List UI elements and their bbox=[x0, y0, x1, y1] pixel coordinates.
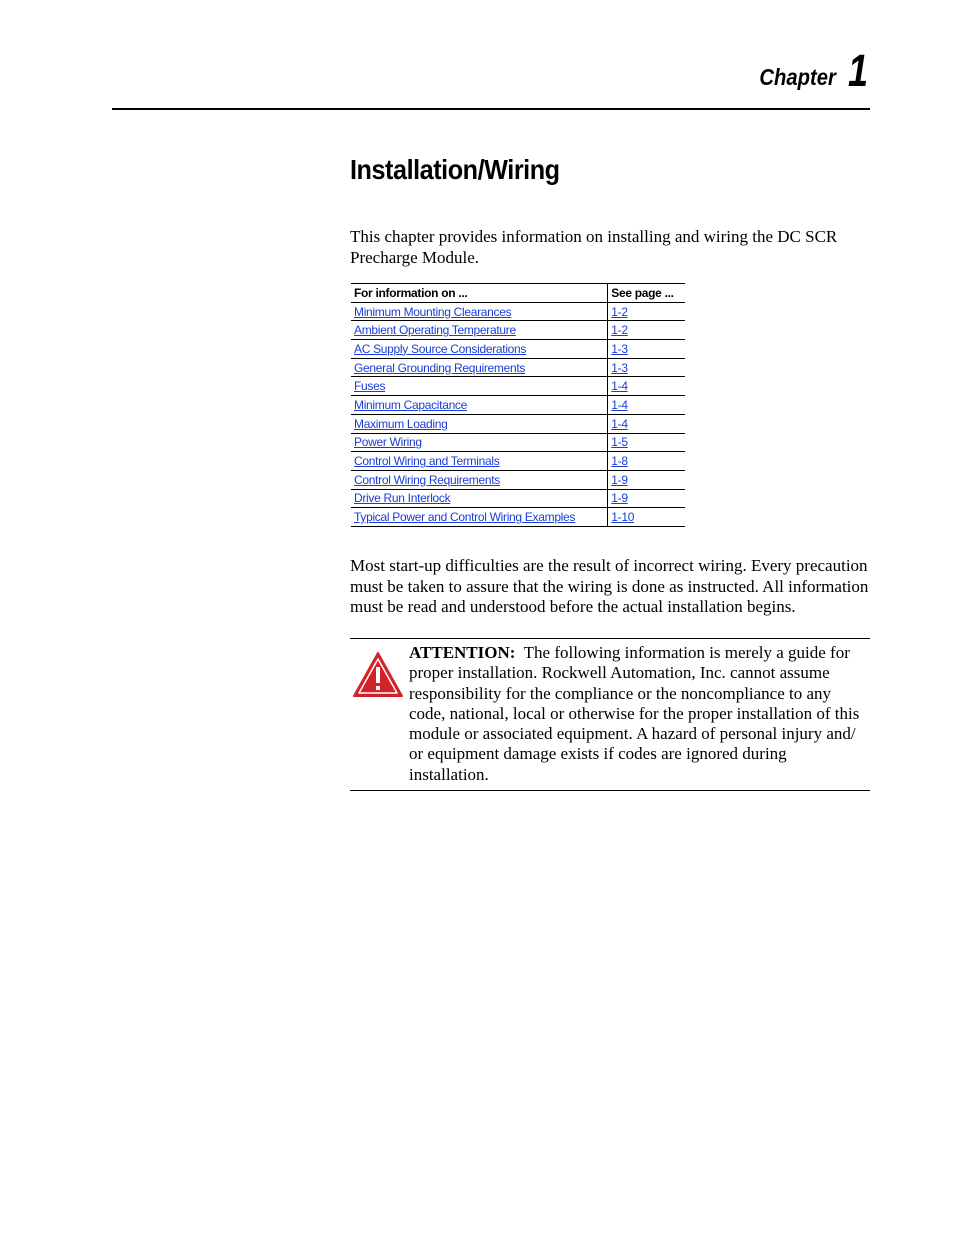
toc-topic-link[interactable]: Typical Power and Control Wiring Examples bbox=[354, 510, 576, 525]
toc-page-link[interactable]: 1-3 bbox=[611, 341, 628, 356]
toc-topic-cell bbox=[351, 433, 608, 452]
toc-page-cell bbox=[608, 470, 685, 489]
toc-page-link[interactable]: 1-2 bbox=[611, 304, 628, 319]
toc-page-link[interactable]: 1-10 bbox=[611, 510, 635, 525]
toc-topic-link[interactable]: Fuses bbox=[354, 379, 386, 394]
toc-row bbox=[351, 452, 685, 471]
toc-page-link[interactable]: 1-3 bbox=[611, 360, 628, 375]
toc-header-topic: For information on ... bbox=[351, 284, 608, 303]
toc-topic-cell bbox=[351, 340, 608, 359]
toc-topic-cell bbox=[351, 396, 608, 415]
toc-page-link[interactable]: 1-8 bbox=[611, 454, 628, 469]
toc-page-link[interactable]: 1-4 bbox=[611, 379, 628, 394]
toc-topic-link[interactable]: Power Wiring bbox=[354, 435, 422, 450]
chapter-header bbox=[112, 45, 870, 110]
wiring-warning-paragraph: Most start-up difficulties are the result of incorrect wiring. Every precaution must be taken to assure that the wiring is done as instructed. All information must be read and understood before the actual installation begins. bbox=[350, 556, 869, 616]
toc-topic-link[interactable]: General Grounding Requirements bbox=[354, 360, 526, 375]
toc-header-page: See page ... bbox=[608, 284, 685, 303]
attention-body: The following information is merely a guide for proper installation. Rockwell Automation, Inc. cannot assume responsibility for the compliance or the noncompliance to any code, national, local or otherwise for the proper installation of this module or associated equipment. A hazard of personal injury and/ or equipment damage exists if codes are ignored during installation. bbox=[409, 643, 860, 784]
toc-header-row bbox=[351, 284, 685, 303]
toc-topic-cell bbox=[351, 414, 608, 433]
toc-page-cell bbox=[608, 452, 685, 471]
toc-page-link[interactable]: 1-2 bbox=[611, 323, 628, 338]
attention-label: ATTENTION: bbox=[409, 643, 516, 662]
toc-row bbox=[351, 358, 685, 377]
toc-topic-cell bbox=[351, 377, 608, 396]
toc-row bbox=[351, 340, 685, 359]
attention-text bbox=[409, 643, 869, 785]
toc-topic-cell bbox=[351, 470, 608, 489]
toc-row bbox=[351, 508, 685, 527]
chapter-label: Chapter bbox=[759, 64, 836, 90]
toc-topic-link[interactable]: Control Wiring and Terminals bbox=[354, 454, 500, 469]
toc-row bbox=[351, 396, 685, 415]
toc-page-cell bbox=[608, 340, 685, 359]
page-title: Installation/Wiring bbox=[350, 154, 560, 185]
toc-page-cell bbox=[608, 433, 685, 452]
toc-page-cell bbox=[608, 489, 685, 508]
toc-page-link[interactable]: 1-9 bbox=[611, 472, 628, 487]
toc-page-link[interactable]: 1-5 bbox=[611, 435, 628, 450]
toc-topic-link[interactable]: Minimum Capacitance bbox=[354, 397, 468, 412]
toc-row bbox=[351, 433, 685, 452]
toc-topic-link[interactable]: Ambient Operating Temperature bbox=[354, 323, 516, 338]
toc-topic-link[interactable]: Drive Run Interlock bbox=[354, 491, 451, 506]
attention-box bbox=[350, 638, 870, 791]
chapter-number: 1 bbox=[847, 45, 868, 96]
toc-topic-link[interactable]: Maximum Loading bbox=[354, 416, 448, 431]
toc-topic-link[interactable]: Control Wiring Requirements bbox=[354, 472, 500, 487]
toc-page-link[interactable]: 1-4 bbox=[611, 416, 628, 431]
toc-row bbox=[351, 377, 685, 396]
toc-topic-cell bbox=[351, 302, 608, 321]
toc-table bbox=[351, 283, 685, 527]
toc-page-cell bbox=[608, 321, 685, 340]
toc-page-cell bbox=[608, 302, 685, 321]
toc-page-cell bbox=[608, 358, 685, 377]
toc-row bbox=[351, 414, 685, 433]
intro-text: This chapter provides information on installing and wiring the DC SCR Precharge Module. bbox=[350, 227, 838, 267]
toc-page-cell bbox=[608, 508, 685, 527]
toc-row bbox=[351, 470, 685, 489]
toc-page-cell bbox=[608, 377, 685, 396]
toc-topic-cell bbox=[351, 358, 608, 377]
toc-page-link[interactable]: 1-4 bbox=[611, 397, 628, 412]
toc-topic-cell bbox=[351, 452, 608, 471]
toc-page-link[interactable]: 1-9 bbox=[611, 491, 628, 506]
toc-row bbox=[351, 302, 685, 321]
toc-topic-link[interactable]: AC Supply Source Considerations bbox=[354, 341, 527, 356]
warning-triangle-icon bbox=[352, 651, 404, 699]
toc-row bbox=[351, 489, 685, 508]
toc-page-cell bbox=[608, 396, 685, 415]
toc-page-cell bbox=[608, 414, 685, 433]
toc-topic-cell bbox=[351, 489, 608, 508]
toc-topic-cell bbox=[351, 321, 608, 340]
toc-row bbox=[351, 321, 685, 340]
toc-topic-link[interactable]: Minimum Mounting Clearances bbox=[354, 304, 512, 319]
toc-topic-cell bbox=[351, 508, 608, 527]
